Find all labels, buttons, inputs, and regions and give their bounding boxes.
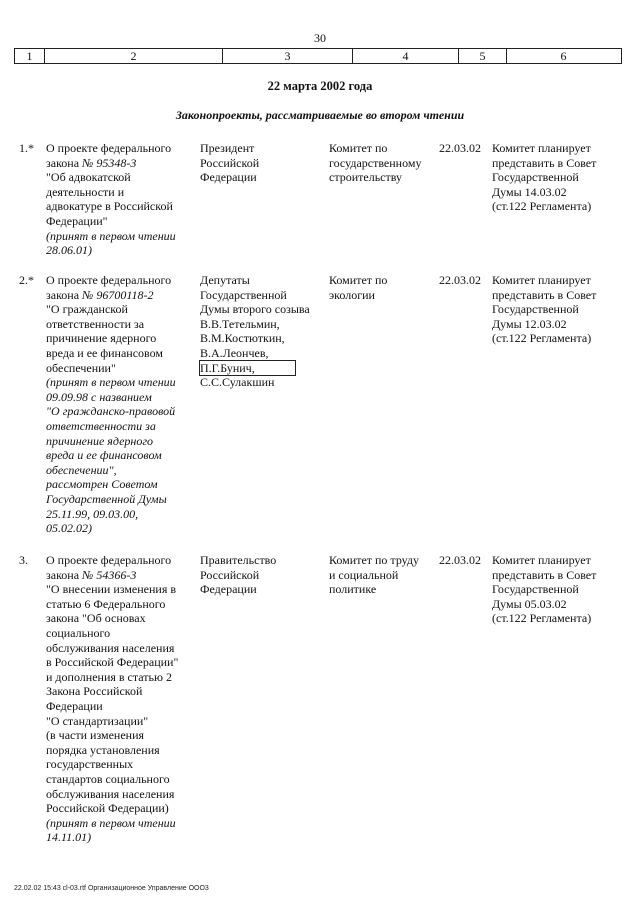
- plan-line: представить в Совет: [492, 287, 597, 302]
- plan-line: (ст.122 Регламента): [492, 331, 592, 346]
- consideration-date: 22.03.02: [439, 553, 481, 567]
- reading-note: 14.11.01): [46, 830, 92, 845]
- initiator-line: В.А.Леончев,: [200, 345, 269, 360]
- title-line: стандартов социального: [46, 771, 170, 786]
- reading-note: вреда и ее финансовом: [46, 448, 162, 463]
- title-line: государственных: [46, 757, 134, 772]
- committee-line: государственному: [329, 155, 422, 170]
- plan-line: Комитет планирует: [492, 553, 591, 567]
- row-number: 1.*: [19, 141, 34, 155]
- title-line: ответственности за: [46, 316, 145, 331]
- title-line: вреда и ее финансовом: [46, 345, 163, 360]
- initiator-line: [200, 361, 326, 376]
- column-number-cell: 1: [15, 49, 45, 63]
- title-line: Федерации": [46, 213, 108, 228]
- plan-line: Государственной: [492, 582, 579, 597]
- reading-note: 05.02.02): [46, 521, 92, 536]
- initiator-line: Федерации: [200, 170, 257, 185]
- bill-number: закона № 96700118-2: [46, 287, 154, 302]
- title-line: социального: [46, 625, 111, 640]
- committee-line: строительству: [329, 170, 402, 185]
- title-line: "О внесении изменения в: [46, 582, 177, 597]
- initiator-line: Российской: [200, 567, 260, 582]
- plan-line: Комитет планирует: [492, 141, 591, 155]
- bill-title: [46, 273, 194, 536]
- reading-note: (принят в первом чтении: [46, 375, 176, 390]
- initiator-line: Российской: [200, 155, 260, 170]
- reading-note: ответственности за: [46, 418, 156, 433]
- committee-line: экологии: [329, 287, 375, 302]
- committee-line: политике: [329, 582, 377, 597]
- title-line: "Об адвокатской: [46, 170, 131, 185]
- bill-title: [46, 141, 194, 258]
- plan-line: Комитет планирует: [492, 273, 591, 287]
- plan-line: Думы 14.03.02: [492, 184, 567, 199]
- column-number-cell: 6: [560, 48, 567, 63]
- plan-line: Думы 05.03.02: [492, 596, 567, 611]
- reading-note: Государственной Думы: [46, 491, 167, 506]
- consideration-date: 22.03.02: [439, 141, 481, 155]
- committee: [329, 553, 437, 597]
- initiator-line: В.М.Костюткин,: [200, 331, 285, 346]
- title-line: и дополнения в статью 2: [46, 669, 172, 684]
- committee-line: Комитет по: [329, 141, 388, 155]
- plan-line: (ст.122 Регламента): [492, 611, 592, 626]
- title-line: статью 6 Федерального: [46, 596, 166, 611]
- committee-line: Комитет по труду: [329, 553, 420, 567]
- column-number-header: [14, 48, 622, 64]
- committee-line: Комитет по: [329, 273, 388, 287]
- reading-note: (принят в первом чтении: [46, 228, 176, 243]
- highlighted-deputy-box: П.Г.Бунич,: [200, 361, 295, 375]
- title-line: деятельности и: [46, 184, 125, 199]
- consideration-date: 22.03.02: [439, 273, 481, 287]
- reading-note: 28.06.01): [46, 243, 92, 258]
- title-line: Российской Федерации): [46, 801, 169, 816]
- column-number-cell: 3: [223, 49, 353, 63]
- initiator: [200, 273, 326, 390]
- plan-line: представить в Совет: [492, 155, 597, 170]
- initiator-line: Депутаты: [200, 273, 250, 287]
- reading-note: 25.11.99, 09.03.00,: [46, 506, 139, 521]
- committee-plan: [492, 553, 622, 626]
- title-line: Закона Российской: [46, 684, 143, 699]
- column-number-cell: 4: [353, 49, 459, 63]
- plan-line: Государственной: [492, 302, 579, 317]
- footer-print-info: 22.02.02 15:43 cl-03.rtf Организационное Управление ООО3: [14, 885, 209, 892]
- title-line: в Российской Федерации": [46, 655, 179, 670]
- committee-plan: [492, 273, 622, 346]
- title-line: обеспечении": [46, 360, 116, 375]
- plan-line: Государственной: [492, 170, 579, 185]
- title-line: Федерации: [46, 698, 103, 713]
- initiator-line: Правительство: [200, 553, 277, 567]
- title-line: порядка установления: [46, 742, 160, 757]
- title-line: [46, 156, 194, 171]
- title-line: "О стандартизации": [46, 713, 149, 728]
- initiator-line: Федерации: [200, 582, 257, 597]
- committee-line: и социальной: [329, 567, 399, 582]
- plan-line: Думы 12.03.02: [492, 316, 567, 331]
- title-line: обслуживания населения: [46, 786, 175, 801]
- title-line: О проекте федерального: [46, 141, 172, 155]
- initiator-line: В.В.Тетельмин,: [200, 316, 280, 331]
- date-heading: 22 марта 2002 года: [267, 79, 373, 93]
- section-heading: Законопроекты, рассматриваемые во втором чтении: [175, 108, 465, 122]
- plan-line: (ст.122 Регламента): [492, 199, 592, 214]
- reading-note: 09.09.98 с названием: [46, 389, 152, 404]
- page-number: 30: [314, 31, 326, 45]
- reading-note: (принят в первом чтении: [46, 815, 176, 830]
- initiator-line: Государственной: [200, 287, 287, 302]
- reading-note: рассмотрен Советом: [46, 477, 158, 492]
- plan-line: представить в Совет: [492, 567, 597, 582]
- title-line: О проекте федерального: [46, 273, 172, 287]
- column-number-cell: 2: [45, 49, 223, 63]
- title-line: обслуживания населения: [46, 640, 175, 655]
- reading-note: обеспечении",: [46, 462, 117, 477]
- committee: [329, 273, 437, 302]
- bill-title: [46, 553, 194, 845]
- title-line: причинение ядерного: [46, 331, 157, 346]
- initiator-line: Президент: [200, 141, 255, 155]
- bill-number: закона № 95348-3: [46, 155, 137, 170]
- committee: [329, 141, 437, 185]
- initiator-line: Думы второго созыва: [200, 302, 310, 317]
- title-line: (в части изменения: [46, 728, 145, 743]
- reading-note: "О гражданско-правовой: [46, 404, 176, 419]
- bill-number: закона № 54366-3: [46, 567, 137, 582]
- row-number: 2.*: [19, 273, 34, 287]
- initiator-line: С.С.Сулакшин: [200, 375, 275, 390]
- initiator: [200, 141, 326, 185]
- reading-note: причинение ядерного: [46, 433, 154, 448]
- column-number-cell: 5: [459, 49, 507, 63]
- initiator: [200, 553, 326, 597]
- title-line: О проекте федерального: [46, 553, 172, 567]
- title-line: "О гражданской: [46, 302, 128, 317]
- title-line: закона "Об основах: [46, 611, 146, 626]
- title-line: адвокатуре в Российской: [46, 199, 173, 214]
- committee-plan: [492, 141, 622, 214]
- row-number: 3.: [19, 553, 28, 567]
